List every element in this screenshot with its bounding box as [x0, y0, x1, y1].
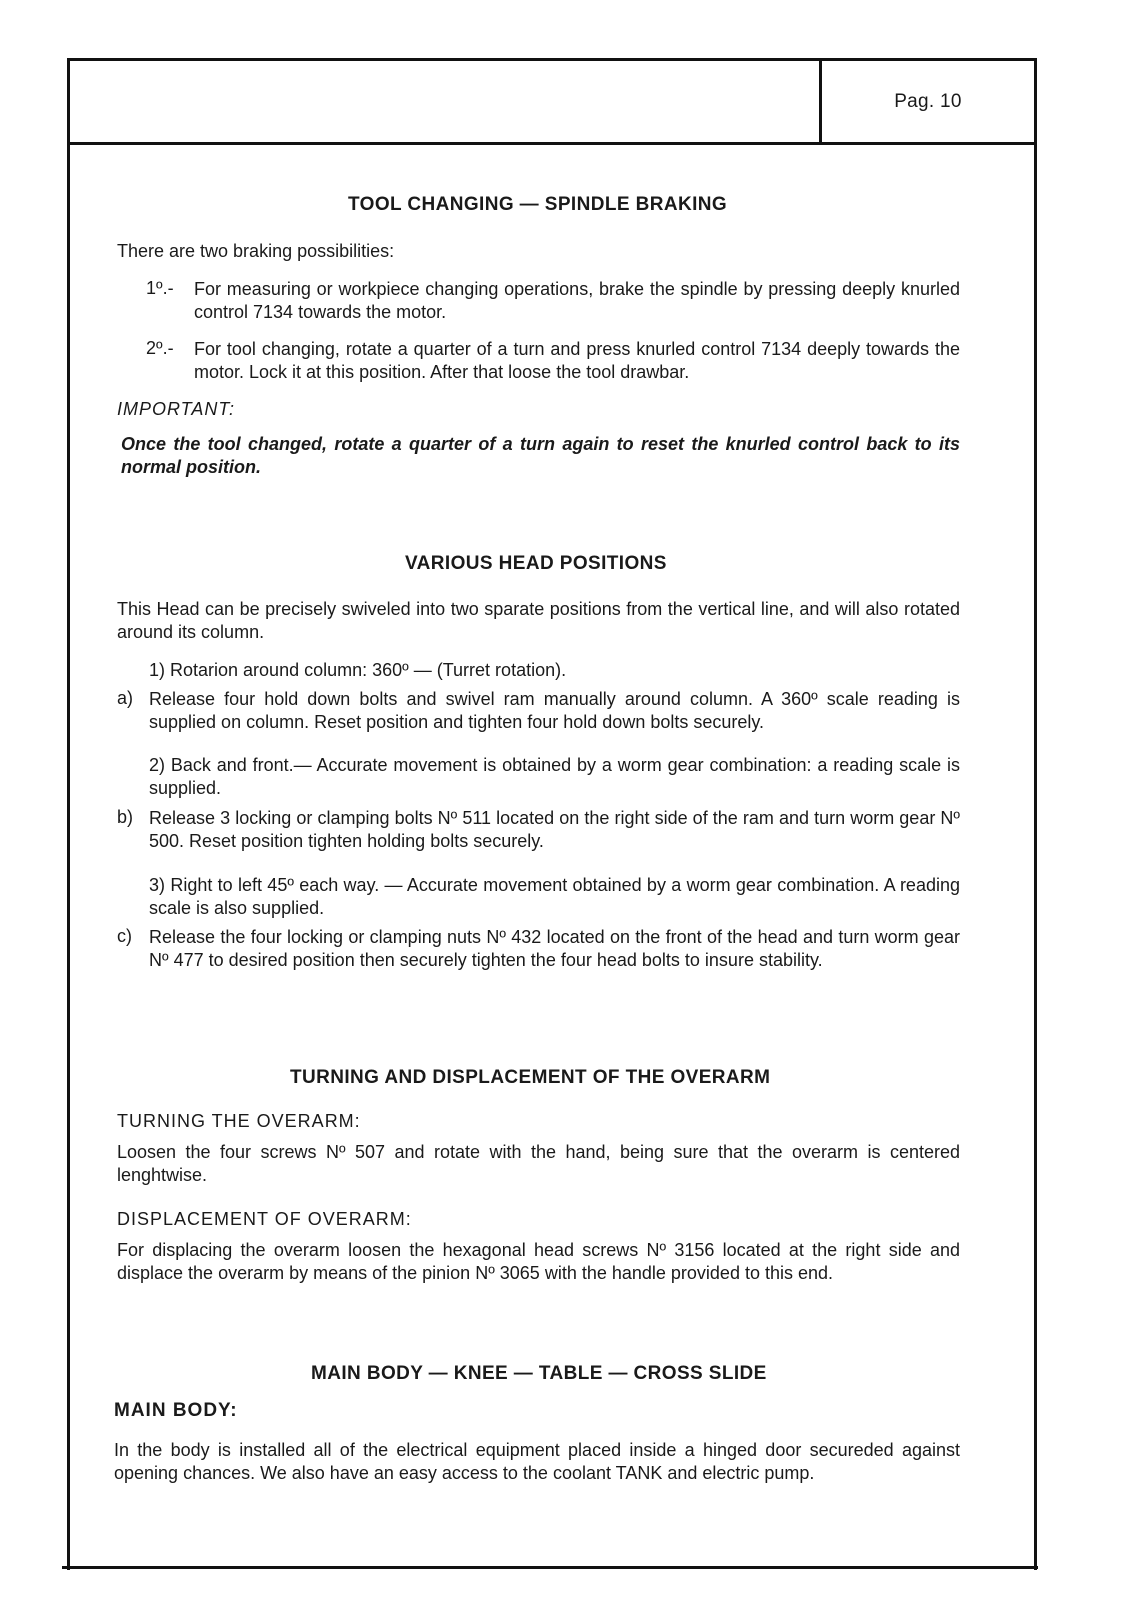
section-title-head-positions: VARIOUS HEAD POSITIONS: [405, 553, 667, 574]
step-c-marker: c): [117, 926, 132, 946]
header-bar: [70, 61, 1034, 145]
braking-item-2-marker: 2º.-: [146, 338, 174, 358]
step-a-text: Release four hold down bolts and swivel ram manually around column. A 360º scale reading is supplied on column. Reset position and tighten four hold down bolts securely.: [149, 689, 960, 732]
step-b-text: Release 3 locking or clamping bolts Nº 511 located on the right side of the ram and turn worm gear Nº 500. Reset position tighten holding bolts securely.: [149, 808, 960, 851]
braking-intro: There are two braking possibilities:: [117, 241, 395, 261]
main-body-label: MAIN BODY:: [114, 1400, 238, 1421]
bottom-rule: [62, 1566, 1038, 1569]
turning-overarm-label: TURNING THE OVERARM:: [117, 1111, 361, 1131]
section-title-main-body: MAIN BODY — KNEE — TABLE — CROSS SLIDE: [311, 1363, 767, 1384]
braking-item-1-text: For measuring or workpiece changing operations, brake the spindle by pressing deeply knurled control 7134 towards the motor.: [194, 279, 960, 322]
important-note: Once the tool changed, rotate a quarter of a turn again to reset the knurled control back to its normal position.: [121, 434, 960, 477]
step-a-marker: a): [117, 688, 134, 708]
step-c-text: Release the four locking or clamping nuts Nº 432 located on the front of the head and turn worm gear Nº 477 to desired position then securely tighten the four head bolts to insure stability.: [149, 927, 960, 970]
right-left-heading: 3) Right to left 45º each way. — Accurate movement obtained by a worm gear combination. A reading scale is also supplied.: [149, 875, 960, 918]
important-label: IMPORTANT:: [117, 399, 235, 419]
braking-item-2-text: For tool changing, rotate a quarter of a turn and press knurled control 7134 deeply towards the motor. Lock it at this position. After that loose the tool drawbar.: [194, 339, 960, 382]
turning-overarm-text: Loosen the four screws Nº 507 and rotate with the hand, being sure that the overarm is centered lenghtwise.: [117, 1142, 960, 1185]
step-b-marker: b): [117, 807, 134, 827]
section-title-overarm: TURNING AND DISPLACEMENT OF THE OVERARM: [290, 1067, 771, 1088]
back-front-heading: 2) Back and front.— Accurate movement is obtained by a worm gear combination: a reading scale is supplied.: [149, 755, 960, 798]
rotation-heading: 1) Rotarion around column: 360º — (Turret rotation).: [149, 660, 567, 680]
main-body-text: In the body is installed all of the electrical equipment placed inside a hinged door secureded against opening chances. We also have an easy access to the coolant TANK and electric pump.: [114, 1440, 960, 1483]
section-title-tool-changing: TOOL CHANGING — SPINDLE BRAKING: [348, 194, 728, 215]
head-positions-intro: This Head can be precisely swiveled into two sparate positions from the vertical line, and will also rotated around its column.: [117, 599, 960, 642]
page-number: Pag. 10: [894, 90, 962, 112]
displacement-overarm-text: For displacing the overarm loosen the hexagonal head screws Nº 3156 located at the right side and displace the overarm by means of the pinion Nº 3065 with the handle provided to this end.: [117, 1240, 960, 1283]
displacement-overarm-label: DISPLACEMENT OF OVERARM:: [117, 1209, 412, 1229]
braking-item-1-marker: 1º.-: [146, 278, 174, 298]
